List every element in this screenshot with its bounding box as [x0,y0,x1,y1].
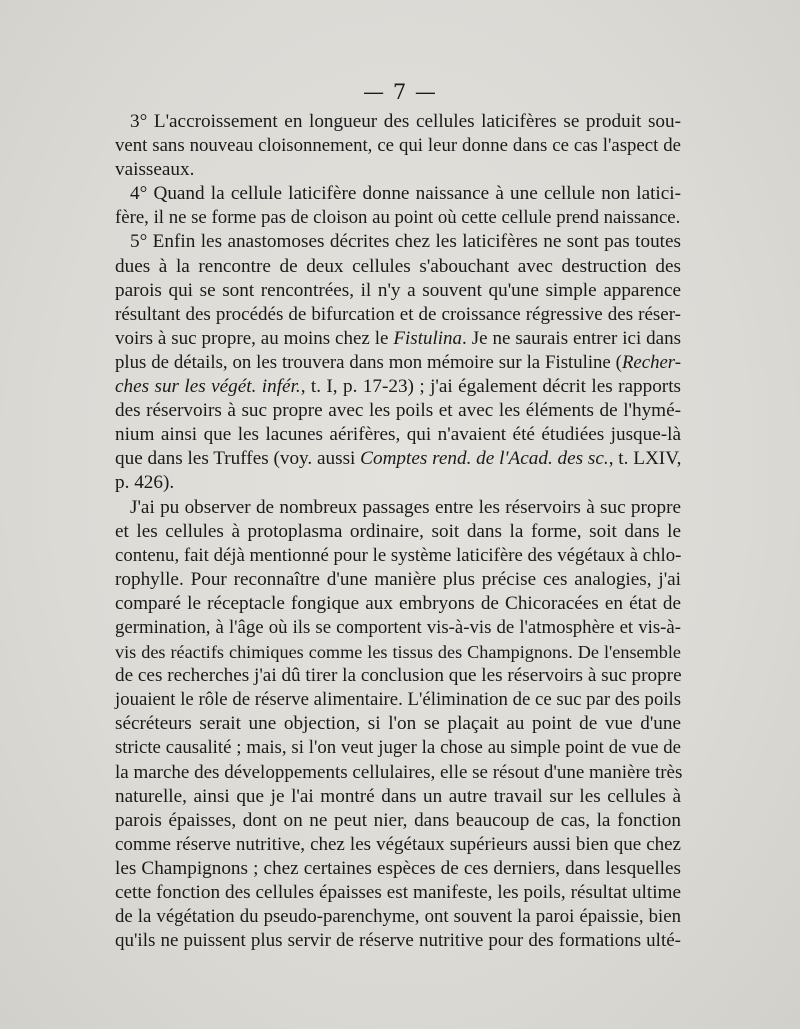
italic-text: Comptes rend. de l'Acad. des sc. [360,448,609,470]
text-line [115,182,681,206]
text-line [115,110,681,134]
text-line [115,568,681,592]
text-segment: et les cellules à protoplasma ordinaire, soit dans la forme, soit dans le [115,520,681,542]
body-text [115,110,681,953]
text-segment: que dans les Truffes (voy. aussi [115,448,361,470]
text-line [115,471,681,495]
italic-text: Recher- [621,351,681,373]
text-segment: les Champignons ; chez certaines espèces de ces derniers, dans lesquelles [115,857,681,879]
text-segment: parois épaisses, dont on ne peut nier, dans beaucoup de cas, la fonction [115,809,681,831]
text-line [115,206,681,230]
text-line [115,809,681,833]
text-segment: vaisseaux. [115,159,195,181]
text-line [115,592,681,616]
text-line [115,616,681,640]
text-line [115,447,681,471]
text-segment: fère, il ne se forme pas de cloison au point où cette cellule prend naissance. [115,207,681,229]
text-line [115,230,681,254]
text-line [115,881,681,905]
text-line [115,255,681,279]
text-segment: naturelle, ainsi que je l'ai montré dans un autre travail sur les cellules à [115,785,681,807]
text-segment: comme réserve nutritive, chez les végétaux supérieurs aussi bien que chez [115,833,681,855]
text-segment: des réservoirs à suc propre avec les poils et avec les éléments de l'hymé- [115,400,681,422]
text-segment: qu'ils ne puissent plus servir de réserve nutritive pour des formations ulté- [115,930,681,952]
text-line [115,833,681,857]
text-segment: stricte causalité ; mais, si l'on veut juger la chose au simple point de vue de [115,737,681,759]
text-line [115,134,681,158]
text-segment: la marche des développements cellulaires, elle se résout d'une manière très [115,761,683,783]
text-line [115,423,681,447]
text-line [115,351,681,375]
text-line [115,736,681,760]
text-segment: parois qui se sont rencontrées, il n'y a souvent qu'une simple apparence [115,279,681,301]
text-segment: contenu, fait déjà mentionné pour le système laticifère des végétaux à chlo- [115,544,682,566]
text-line [115,640,681,664]
text-line [115,399,681,423]
text-segment: cette fonction des cellules épaisses est manifeste, les poils, résultat ultime [115,882,681,903]
text-line [115,279,681,303]
text-segment: , t. I, p. 17-23) ; j'ai également décrit les rapports [300,376,681,398]
text-line [115,520,681,544]
italic-text: Fistulina [393,327,463,349]
text-segment: 4° Quand la cellule laticifère donne naissance à une cellule non latici- [130,183,681,205]
text-line [115,761,681,785]
text-line [115,496,681,520]
text-segment: jouaient le rôle de réserve alimentaire. L'élimination de ce suc par des poils [115,689,682,711]
text-line [115,375,681,399]
text-line [115,544,681,568]
page-number: — 7 — [363,80,437,104]
text-line [115,303,681,327]
text-line [115,664,681,688]
text-segment: sécréteurs serait une objection, si l'on se plaçait au point de vue d'une [115,713,681,735]
text-line [115,929,681,953]
text-segment: 5° Enfin les anastomoses décrites chez les laticifères ne sont pas toutes [130,231,681,253]
text-segment: . Je ne saurais entrer ici dans [462,327,681,349]
text-segment: germination, à l'âge où ils se comportent vis-à-vis de l'atmosphère et vis-à- [115,616,681,638]
text-segment: , t. LXIV, [608,448,682,470]
text-segment: plus de détails, on les trouvera dans mon mémoire sur la Fistuline ( [115,351,622,373]
text-line [115,905,681,929]
text-line [115,785,681,809]
text-segment: de la végétation du pseudo-parenchyme, ont souvent la paroi épaissie, bien [115,906,681,928]
text-segment: résultant des procédés de bifurcation et de croissance régressive des réser- [115,303,681,325]
text-segment: vent sans nouveau cloisonnement, ce qui leur donne dans ce cas l'aspect de [115,135,681,157]
text-line [115,857,681,881]
text-segment: 3° L'accroissement en longueur des cellules laticifères se produit sou- [130,111,681,132]
text-segment: J'ai pu observer de nombreux passages entre les réservoirs à suc propre [130,496,681,518]
text-segment: voirs à suc propre, au moins chez le [115,327,394,349]
text-segment: dues à la rencontre de deux cellules s'abouchant avec destruction des [115,255,681,277]
text-segment: rophylle. Pour reconnaître d'une manière plus précise ces analogies, j'ai [115,568,681,590]
text-segment: comparé le réceptacle fongique aux embryons de Chicoracées en état de [115,592,681,614]
text-segment: de ces recherches j'ai dû tirer la conclusion que les réservoirs à suc propre [115,665,682,687]
text-line [115,158,681,182]
italic-text: ches sur les végét. infér. [115,376,301,398]
text-segment: nium ainsi que les lacunes aérifères, qui n'avaient été étudiées jusque-là [115,424,681,446]
text-segment: vis des réactifs chimiques comme les tissus des Champignons. De l'ensemble [115,642,681,663]
text-line [115,688,681,712]
text-segment: p. 426). [115,472,175,494]
text-line [115,327,681,351]
text-line [115,712,681,736]
